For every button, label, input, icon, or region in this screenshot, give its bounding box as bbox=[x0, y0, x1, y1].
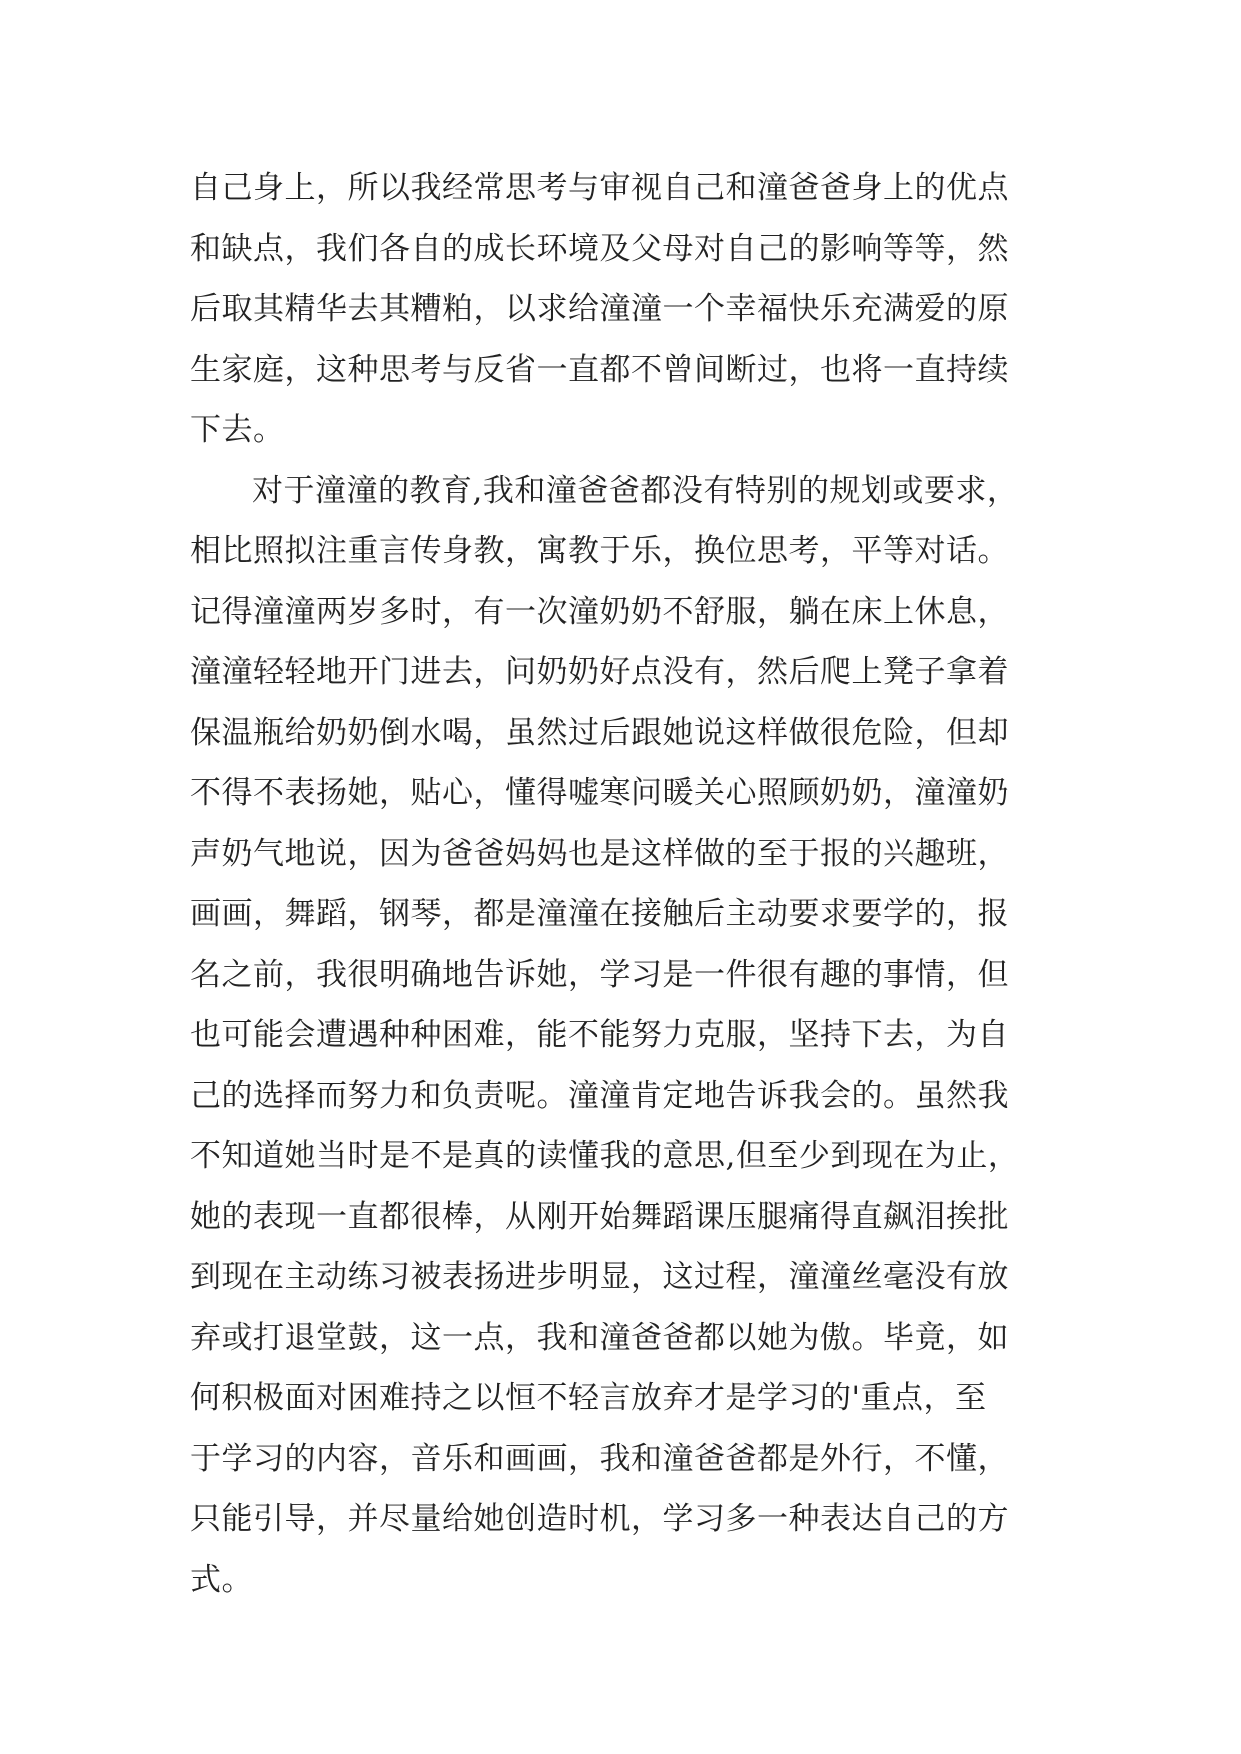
text-line: 后取其精华去其糟粕，以求给潼潼一个幸福快乐充满爱的原 bbox=[190, 291, 1009, 327]
text-line: 潼潼轻轻地开门进去，问奶奶好点没有，然后爬上凳子拿着 bbox=[190, 654, 1009, 690]
text-line: 不得不表扬她，贴心，懂得嘘寒问暖关心照顾奶奶，潼潼奶 bbox=[190, 775, 1009, 811]
text-line: 记得潼潼两岁多时，有一次潼奶奶不舒服，躺在床上休息， bbox=[190, 593, 1009, 630]
text-line: 也可能会遭遇种种困难，能不能努力克服，坚持下去，为自 bbox=[190, 1017, 1009, 1053]
text-line: 相比照拟注重言传身教，寓教于乐，换位思考，平等对话。 bbox=[190, 533, 1009, 569]
text-line: 生家庭，这种思考与反省一直都不曾间断过，也将一直持续 bbox=[190, 351, 1009, 388]
paragraph-2 bbox=[190, 461, 1070, 1611]
text-line: 只能引导，并尽量给她创造时机，学习多一种表达自己的方 bbox=[190, 1501, 1009, 1537]
text-line: 于学习的内容，音乐和画画，我和潼爸爸都是外行，不懂， bbox=[190, 1440, 1009, 1477]
text-line: 对于潼潼的教育,我和潼爸爸都没有特别的规划或要求， bbox=[252, 472, 1019, 509]
text-line: 画画，舞蹈，钢琴，都是潼潼在接触后主动要求要学的，报 bbox=[190, 896, 1009, 932]
paragraph-1 bbox=[190, 158, 1070, 461]
text-line: 式。 bbox=[190, 1561, 253, 1598]
text-line: 不知道她当时是不是真的读懂我的意思,但至少到现在为止， bbox=[190, 1138, 1020, 1174]
text-line: 到现在主动练习被表扬进步明显，这过程，潼潼丝毫没有放 bbox=[190, 1259, 1009, 1295]
text-line: 弃或打退堂鼓，这一点，我和潼爸爸都以她为傲。毕竟，如 bbox=[190, 1319, 1009, 1356]
text-line: 下去。 bbox=[190, 412, 285, 448]
text-line: 声奶气地说，因为爸爸妈妈也是这样做的至于报的兴趣班， bbox=[190, 835, 1009, 872]
text-line: 她的表现一直都很棒，从刚开始舞蹈课压腿痛得直飙泪挨批 bbox=[190, 1198, 1009, 1235]
text-line: 何积极面对困难持之以恒不轻言放弃才是学习的'重点，至 bbox=[190, 1380, 987, 1416]
text-line: 己的选择而努力和负责呢。潼潼肯定地告诉我会的。虽然我 bbox=[190, 1077, 1009, 1114]
text-line: 名之前，我很明确地告诉她，学习是一件很有趣的事情，但 bbox=[190, 956, 1009, 993]
body-text bbox=[190, 158, 1070, 1610]
text-line: 和缺点，我们各自的成长环境及父母对自己的影响等等，然 bbox=[190, 230, 1009, 267]
text-line: 自己身上，所以我经常思考与审视自己和潼爸爸身上的优点 bbox=[190, 170, 1009, 206]
text-line: 保温瓶给奶奶倒水喝，虽然过后跟她说这样做很危险，但却 bbox=[190, 714, 1009, 751]
